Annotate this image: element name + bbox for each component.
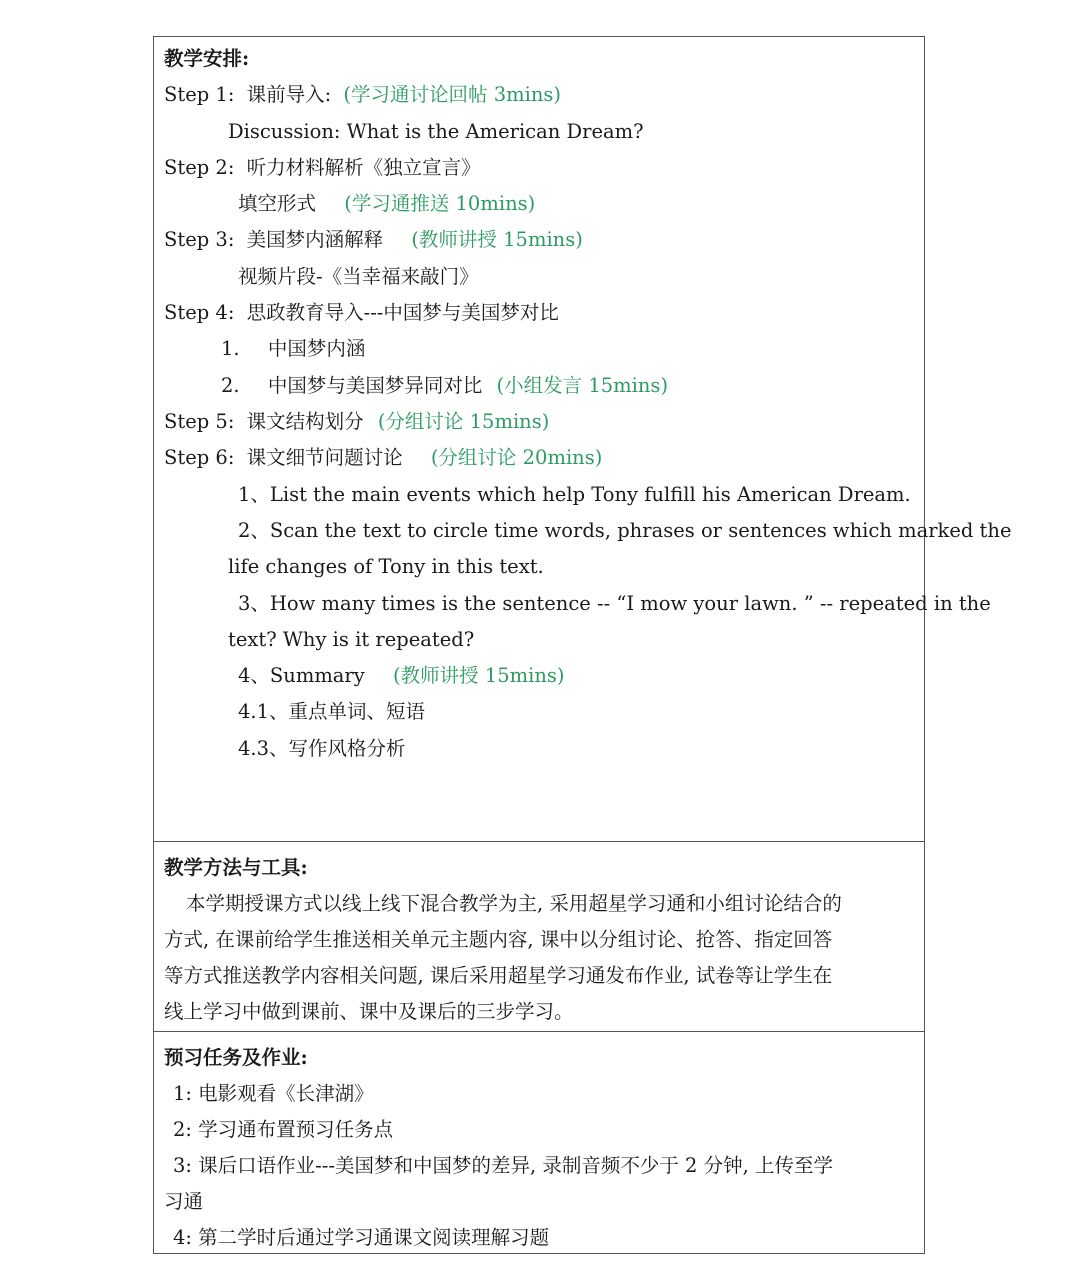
question-1: 1、List the main events which help Tony fulfill his American Dream. bbox=[238, 483, 911, 506]
step-3-note: (教师讲授 15mins) bbox=[411, 228, 583, 251]
step-1-label: Step 1: bbox=[164, 83, 235, 106]
step-1-note: (学习通讨论回帖 3mins) bbox=[343, 83, 562, 106]
methods-line-2: 方式, 在课前给学生推送相关单元主题内容, 课中以分组讨论、抢答、指定回答 bbox=[164, 928, 833, 951]
homework-item-4: 4: 第二学时后通过学习通课文阅读理解习题 bbox=[173, 1226, 550, 1249]
question-4-text: 4、Summary bbox=[238, 664, 365, 687]
step-5 bbox=[164, 409, 549, 435]
homework-item-2: 2: 学习通布置预习任务点 bbox=[173, 1118, 394, 1141]
arrangement-heading: 教学安排: bbox=[164, 47, 250, 70]
step-2 bbox=[164, 155, 481, 181]
step-2-sub-text: 填空形式 bbox=[238, 192, 317, 215]
step-2-label: Step 2: bbox=[164, 156, 235, 179]
question-3-line-1: 3、How many times is the sentence -- “I mow your lawn. ” -- repeated in the bbox=[238, 592, 991, 615]
question-4 bbox=[238, 663, 565, 689]
step-1-title: 课前导入: bbox=[246, 83, 332, 106]
step-2-sub bbox=[238, 191, 535, 217]
step-6-label: Step 6: bbox=[164, 446, 235, 469]
step-4-item-2 bbox=[221, 373, 668, 399]
step-4-item-2-text: 中国梦与美国梦异同对比 bbox=[267, 374, 483, 397]
question-2-line-1: 2、Scan the text to circle time words, phrases or sentences which marked the bbox=[238, 519, 1012, 542]
step-2-title: 听力材料解析《独立宣言》 bbox=[246, 156, 481, 179]
step-3-label: Step 3: bbox=[164, 228, 235, 251]
methods-line-1: 本学期授课方式以线上线下混合教学为主, 采用超星学习通和小组讨论结合的 bbox=[186, 892, 842, 915]
homework-item-3-line-1: 3: 课后口语作业---美国梦和中国梦的差异, 录制音频不少于 2 分钟, 上传至学 bbox=[173, 1154, 834, 1177]
step-4-item-2-num: 2. bbox=[221, 374, 240, 397]
step-6 bbox=[164, 445, 602, 471]
arrangement-cell bbox=[154, 37, 1012, 842]
step-1-sub: Discussion: What is the American Dream? bbox=[228, 120, 644, 143]
step-4-item-2-note: (小组发言 15mins) bbox=[496, 374, 669, 397]
question-2-line-2: life changes of Tony in this text. bbox=[228, 555, 544, 578]
question-3-line-2: text? Why is it repeated? bbox=[228, 628, 475, 651]
step-4-label: Step 4: bbox=[164, 301, 235, 324]
question-4-3: 4.3、写作风格分析 bbox=[238, 737, 406, 760]
step-5-note: (分组讨论 15mins) bbox=[377, 410, 550, 433]
question-4-note: (教师讲授 15mins) bbox=[392, 664, 565, 687]
homework-item-1: 1: 电影观看《长津湖》 bbox=[173, 1082, 374, 1105]
lesson-plan-table bbox=[153, 36, 1012, 1254]
methods-line-4: 线上学习中做到课前、课中及课后的三步学习。 bbox=[164, 1000, 574, 1023]
step-1 bbox=[164, 82, 561, 108]
methods-line-3: 等方式推送教学内容相关问题, 课后采用超星学习通发布作业, 试卷等让学生在 bbox=[164, 964, 833, 987]
step-4-item-1 bbox=[221, 336, 365, 362]
step-4 bbox=[164, 300, 559, 326]
step-3-sub: 视频片段-《当幸福来敲门》 bbox=[238, 265, 479, 288]
question-4-1: 4.1、重点单词、短语 bbox=[238, 700, 426, 723]
step-5-title: 课文结构划分 bbox=[246, 410, 364, 433]
step-3-title: 美国梦内涵解释 bbox=[246, 228, 384, 251]
homework-cell bbox=[154, 1032, 924, 1253]
homework-item-3-line-2: 习通 bbox=[164, 1190, 204, 1213]
step-5-label: Step 5: bbox=[164, 410, 235, 433]
step-4-item-1-num: 1. bbox=[221, 337, 240, 360]
step-4-title: 思政教育导入---中国梦与美国梦对比 bbox=[246, 301, 559, 324]
step-4-item-1-text: 中国梦内涵 bbox=[267, 337, 366, 360]
step-6-note: (分组讨论 20mins) bbox=[430, 446, 603, 469]
methods-heading: 教学方法与工具: bbox=[164, 856, 308, 879]
step-2-note: (学习通推送 10mins) bbox=[344, 192, 536, 215]
methods-cell bbox=[154, 842, 924, 1032]
homework-heading: 预习任务及作业: bbox=[164, 1046, 308, 1069]
step-3 bbox=[164, 227, 583, 253]
step-6-title: 课文细节问题讨论 bbox=[246, 446, 403, 469]
